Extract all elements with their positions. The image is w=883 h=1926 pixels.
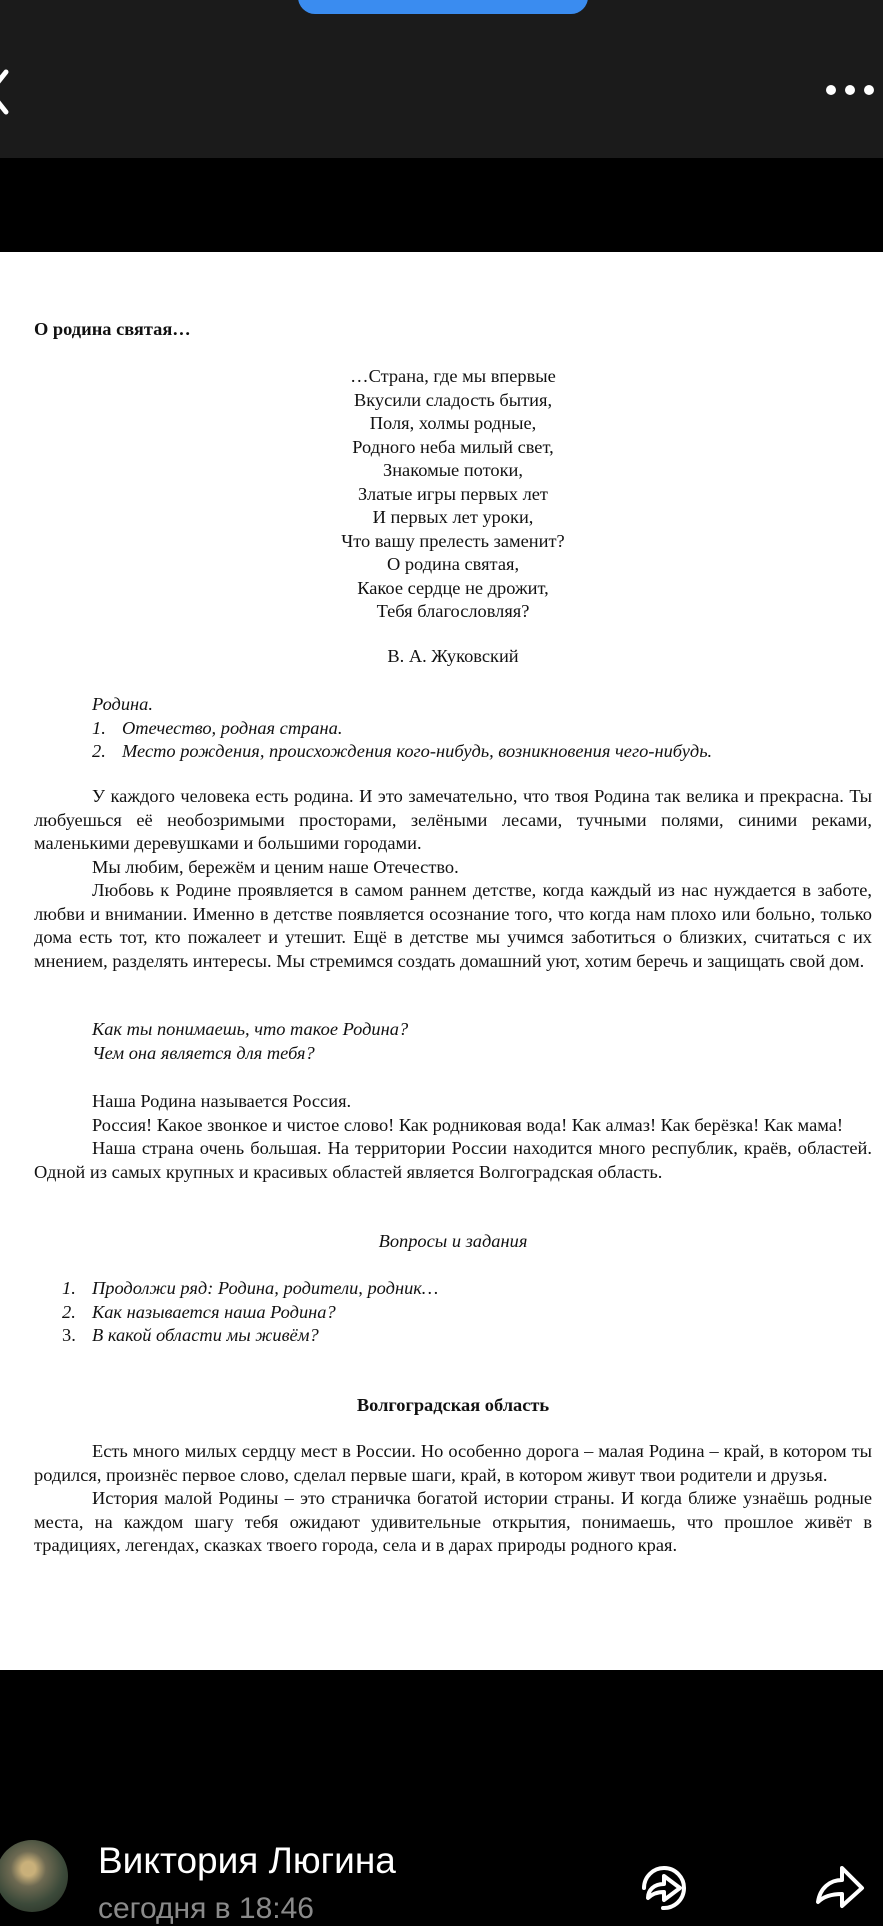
send-icon[interactable]: [810, 1858, 868, 1916]
definition-item: 2. Место рождения, происхождения кого-нибудь, возникновения чего-нибудь.: [92, 741, 713, 761]
poem-line: Какое сердце не дрожит,: [357, 577, 549, 598]
user-name[interactable]: Виктория Люгина: [98, 1840, 396, 1881]
definition: [92, 693, 712, 764]
ellipsis-icon[interactable]: [825, 78, 875, 102]
forward-share-icon[interactable]: [634, 1858, 692, 1916]
definition-term: Родина.: [92, 694, 153, 714]
task-item: 1. Продолжи ряд: Родина, родители, родник…: [62, 1278, 439, 1298]
poem-line: Златые игры первых лет: [358, 483, 548, 504]
paragraphs-intro: [34, 785, 872, 973]
paragraph: Есть много милых сердцу мест в России. Но особенно дорога – малая Родина – край, в котором ты родился, произнёс первое слово, сделал первые шаги, край, в котором живут твои родители и друзья.: [34, 1441, 872, 1485]
status-pill: [298, 0, 588, 14]
question: Как ты понимаешь, что такое Родина?: [92, 1019, 409, 1039]
bottom-bar: [0, 1670, 883, 1920]
task-item: 2. Как называется наша Родина?: [62, 1301, 336, 1322]
document-page: [0, 252, 883, 1670]
section-title: Волгоградская область: [356, 1395, 550, 1415]
black-band: [0, 158, 883, 252]
paragraph: Наша Родина называется Россия.: [92, 1091, 352, 1111]
definition-item: 1. Отечество, родная страна.: [92, 717, 343, 738]
poem-line: И первых лет уроки,: [372, 507, 534, 527]
poem: [34, 365, 872, 624]
task-item: 3. В какой области мы живём?: [62, 1325, 319, 1345]
poem-author: В. А. Жуковский: [387, 646, 519, 666]
poem-line: Что вашу прелесть заменит?: [341, 530, 565, 551]
questions: [92, 1018, 408, 1065]
paragraph: У каждого человека есть родина. И это замечательно, что твоя Родина так велика и прекрасна. Ты любуешься её необозримыми просторами, зелёными лесами, тучными полями, синими реками, маленькими деревушками и большими городами.: [34, 786, 872, 853]
chevron-left-icon[interactable]: [0, 62, 30, 122]
paragraphs-russia: [34, 1090, 872, 1184]
poem-line: Вкусили сладость бытия,: [353, 389, 553, 410]
poem-line: …Страна, где мы впервые: [350, 366, 556, 386]
paragraph: Наша страна очень большая. На территории России находится много республик, краёв, областей. Одной из самых крупных и красивых областей является Волгоградская область.: [34, 1138, 872, 1182]
paragraph: Любовь к Родине проявляется в самом раннем детстве, когда каждый из нас нуждается в заботе, любви и внимании. Именно в детстве появляется осознание того, что когда нам плохо или больно, только дома есть тот, кто пожалеет и утешит. Ещё в детстве мы учимся заботиться о близких, считаться с их мнением, разделять интересы. Мы стремимся создать домашний уют, хотим беречь и защищать свой дом.: [34, 880, 872, 971]
poem-line: О родина святая,: [386, 554, 520, 574]
poem-line: Родного неба милый свет,: [352, 436, 554, 457]
top-bar: [0, 0, 883, 158]
paragraph: История малой Родины – это страничка богатой истории страны. И когда ближе узнаёшь родные места, на каждом шагу тебя ожидают удивительные открытия, понимаешь, что прошлое живёт в традициях, легендах, сказках твоего города, села и в дарах природы родного края.: [34, 1488, 872, 1555]
timestamp: сегодня в 18:46: [98, 1892, 314, 1925]
tasks-title: Вопросы и задания: [378, 1231, 528, 1251]
poem-line: Тебя благословляя?: [376, 601, 530, 621]
poem-line: Знакомые потоки,: [383, 460, 523, 480]
paragraphs-region: [34, 1440, 872, 1558]
poem-title: О родина святая…: [34, 319, 191, 339]
paragraph: Мы любим, бережём и ценим наше Отечество.: [92, 856, 459, 877]
poem-line: Поля, холмы родные,: [369, 413, 537, 433]
question: Чем она является для тебя?: [92, 1042, 315, 1063]
tasks-list: [62, 1277, 438, 1348]
paragraph: Россия! Какое звонкое и чистое слово! Как родниковая вода! Как алмаз! Как берёзка! Как мама!: [92, 1114, 844, 1135]
